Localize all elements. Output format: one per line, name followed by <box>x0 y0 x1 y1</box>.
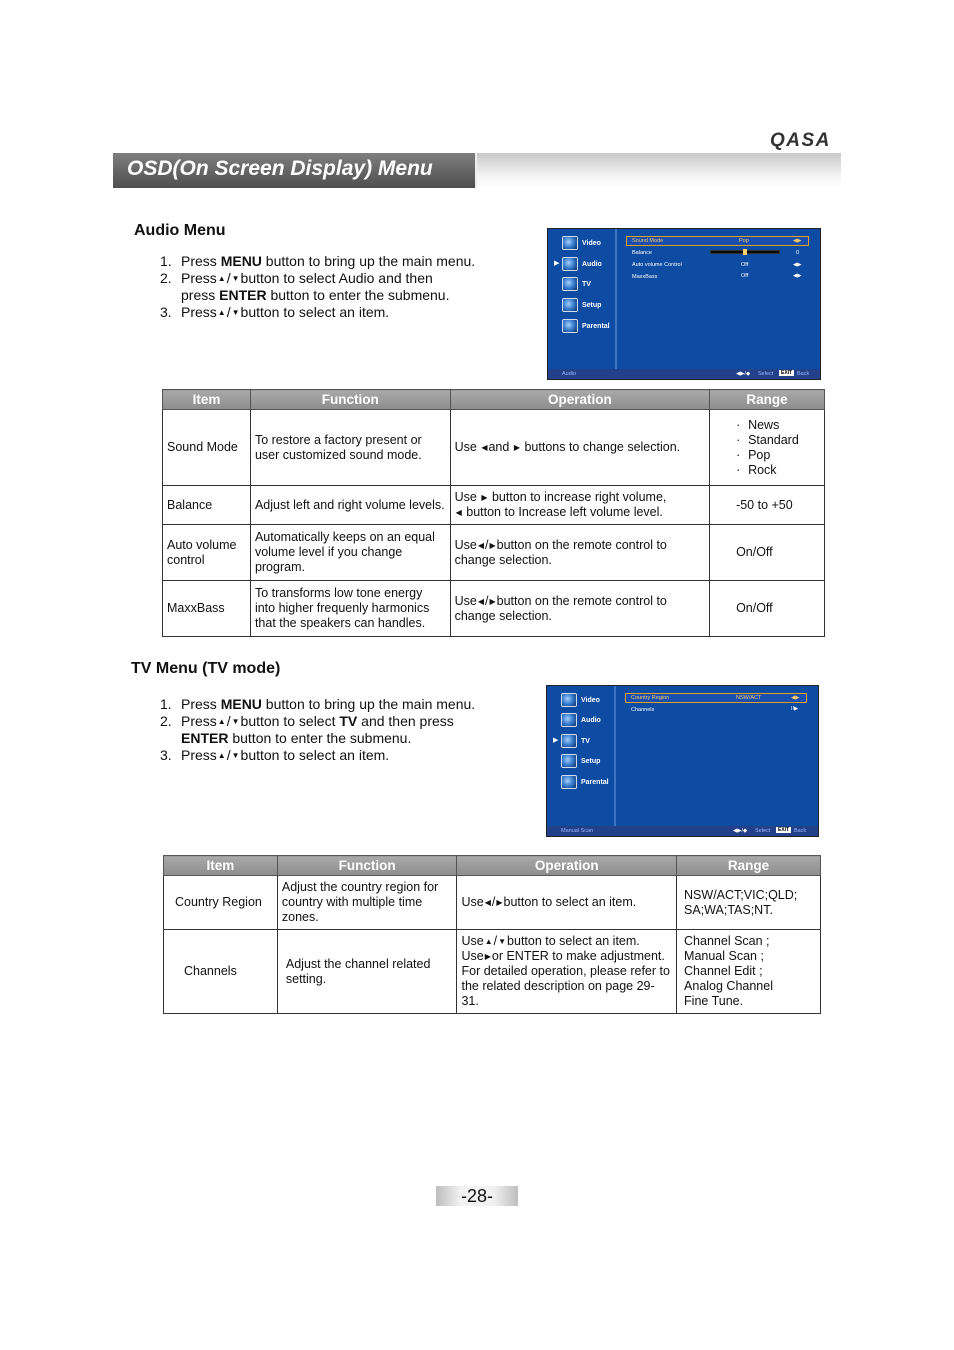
tv-icon <box>562 277 578 291</box>
osd-menu-setup: Setup <box>562 296 601 314</box>
left-arrow-icon: ◀ <box>455 508 462 517</box>
up-arrow-icon: ▲ <box>217 717 226 726</box>
up-arrow-icon: ▲ <box>484 937 493 946</box>
audio-icon <box>561 713 577 727</box>
tv-menu-heading: TV Menu (TV mode) <box>131 660 281 677</box>
table-row: Auto volume control Automatically keeps on an equal volume level if you change program. Use◀/▶button on the remote control to change selection. On/Off <box>163 525 825 581</box>
up-arrow-icon: ▲ <box>217 751 226 760</box>
setup-icon <box>561 754 577 768</box>
audio-step-2-cont: press ENTER button to enter the submenu. <box>181 287 450 303</box>
video-icon <box>562 236 578 250</box>
osd-menu-video: Video <box>562 234 601 252</box>
tv-step-2-cont: ENTER button to enter the submenu. <box>181 730 412 746</box>
left-right-arrows-icon: ◀▶ <box>793 262 802 268</box>
left-arrow-icon: ◀ <box>477 540 484 550</box>
table-header-row: Item Function Operation Range <box>163 390 825 410</box>
right-arrow-icon: ▶ <box>484 952 491 961</box>
left-right-arrows-icon: ◀▶ <box>793 273 802 279</box>
table-row: MaxxBass To transforms low tone energy into higher frequenly harmonics that the speakers can handles. Use◀/▶button on the remote control to change selection. On/Off <box>163 581 825 637</box>
right-arrow-icon: ▶ <box>513 443 520 452</box>
nav-keys-icon: ◀▶/◆ <box>733 828 748 834</box>
osd-menu-audio: Audio <box>562 255 602 273</box>
osd-menu-video: Video <box>561 691 600 709</box>
left-arrow-icon: ◀ <box>484 898 491 907</box>
video-icon <box>561 693 577 707</box>
right-arrow-icon: ▶ <box>489 596 496 606</box>
audio-step-1: 1. Press MENU button to bring up the main menu. <box>160 253 476 269</box>
tv-step-2: 2. Press ▲ / ▼ button to select TV and then press <box>160 713 454 729</box>
right-arrow-icon: ▶ <box>496 898 503 907</box>
left-right-arrows-icon: ◀▶ <box>793 238 802 244</box>
audio-table <box>162 389 825 637</box>
osd-menu-parental: Parental <box>561 773 609 791</box>
osd-menu-audio: Audio <box>561 711 601 729</box>
down-arrow-icon: ▼ <box>231 274 240 283</box>
audio-step-3: 3. Press ▲ / ▼ button to select an item. <box>160 304 390 320</box>
osd-menu-tv: TV <box>561 732 590 750</box>
parental-icon <box>561 775 577 789</box>
osd-footer: Audio ◀▶/◆ Select EXIT Back <box>548 369 820 379</box>
table-row: Balance Adjust left and right volume levels. Use ▶ button to increase right volume, ◀ button to Increase left volume level. -50 to +50 <box>163 486 825 525</box>
right-arrow-icon: ▶ <box>481 493 488 502</box>
audio-menu-heading: Audio Menu <box>134 222 226 239</box>
table-row: Country Region Adjust the country region for country with multiple time zones. Use◀/▶button to select an item. NSW/ACT;VIC;QLD; SA;WA;TAS;NT. <box>164 876 821 930</box>
table-header-row: Item Function Operation Range <box>164 856 821 876</box>
osd-selection-arrow-icon: ▶ <box>553 737 559 744</box>
audio-step-2: 2. Press ▲ / ▼ button to select Audio and then <box>160 270 433 286</box>
page-title: OSD(On Screen Display) Menu <box>127 157 433 180</box>
tv-osd-screenshot: Video Audio ▶ TV Setup Parental Country Region NSW/ACT ◀▶ Channels II▶ Manual Scan ◀▶/◆ Select EXIT Back <box>546 685 819 837</box>
table-row: Sound Mode To restore a factory present or user customized sound mode. Use ◀and ▶ buttons to change selection. · News · Standard · Pop · Rock <box>163 410 825 486</box>
up-arrow-icon: ▲ <box>217 274 226 283</box>
down-arrow-icon: ▼ <box>231 717 240 726</box>
left-arrow-icon: ◀ <box>481 443 488 452</box>
audio-osd-screenshot: Video ▶ Audio TV Setup Parental Sound Mode Pop ◀▶ Balance 0 Auto volume Control Off ◀▶ MaxxBass Off ◀▶ Audio ◀▶/◆ Select EXIT Back <box>547 228 821 380</box>
down-arrow-icon: ▼ <box>498 937 507 946</box>
osd-selection-arrow-icon: ▶ <box>554 260 560 267</box>
left-right-arrows-icon: ◀▶ <box>791 695 800 701</box>
down-arrow-icon: ▼ <box>231 751 240 760</box>
tv-icon <box>561 734 577 748</box>
tv-step-1: 1. Press MENU button to bring up the main menu. <box>160 696 476 712</box>
page-number: -28- <box>436 1186 518 1206</box>
brand-logo: QASA <box>770 130 831 151</box>
table-row: Channels Adjust the channel related setting. Use▲/▼button to select an item. Use▶or ENTER to make adjustment. For detailed operation, please refer to the related description on page 29-31. Channel Scan ; Manual Scan ; Channel Edit ; Analog Channel Fine Tune. <box>164 930 821 1014</box>
nav-keys-icon: ◀▶/◆ <box>736 371 751 377</box>
section-title-bar <box>113 153 841 188</box>
tv-table <box>163 855 821 1014</box>
down-arrow-icon: ▼ <box>231 308 240 317</box>
osd-menu-tv: TV <box>562 275 591 293</box>
osd-menu-setup: Setup <box>561 752 600 770</box>
audio-icon <box>562 257 578 271</box>
parental-icon <box>562 319 578 333</box>
up-arrow-icon: ▲ <box>217 308 226 317</box>
tv-steps <box>160 696 475 764</box>
left-arrow-icon: ◀ <box>477 596 484 606</box>
osd-footer: Manual Scan ◀▶/◆ Select EXIT Back <box>547 826 818 836</box>
setup-icon <box>562 298 578 312</box>
right-arrow-icon: ▶ <box>489 540 496 550</box>
balance-knob <box>743 249 747 255</box>
tv-step-3: 3. Press ▲ / ▼ button to select an item. <box>160 747 390 763</box>
audio-steps <box>160 253 475 321</box>
osd-menu-parental: Parental <box>562 317 610 335</box>
